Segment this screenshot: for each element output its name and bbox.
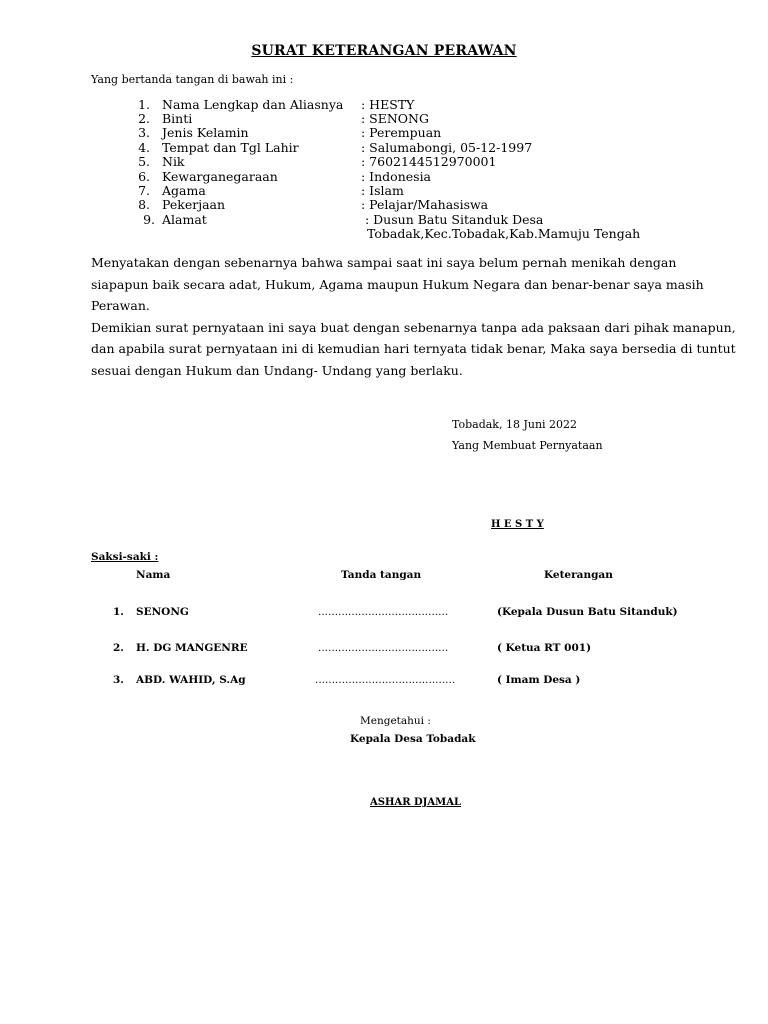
identity-row (0, 197, 768, 212)
identity-row (0, 183, 768, 198)
witness-col-name: Nama (136, 569, 171, 581)
statement-line: sesuai dengan Hukum dan Undang- Undang yang berlaku. (91, 362, 463, 378)
statement-body (91, 252, 751, 382)
identity-value: : Dusun Batu Sitanduk Desa (361, 212, 544, 227)
statement-line: dan apabila surat pernyataan ini di kemudian hari ternyata tidak benar, Maka saya bersedia di tuntut (91, 341, 736, 357)
identity-row-continuation (0, 226, 768, 241)
identity-label: Jenis Kelamin (162, 125, 249, 140)
witness-row (0, 642, 768, 656)
identity-value: : Islam (361, 183, 404, 198)
witness-row (0, 674, 768, 688)
witness-name: ABD. WAHID, S.Ag (136, 674, 246, 686)
witness-col-signature: Tanda tangan (341, 569, 422, 581)
identity-label: Nama Lengkap dan Aliasnya (162, 97, 344, 112)
identity-label: Alamat (162, 212, 207, 227)
identity-number: 3. (138, 125, 150, 140)
identity-value: : Pelajar/Mahasiswa (361, 197, 489, 212)
identity-label: Binti (162, 111, 193, 126)
identity-label: Agama (162, 183, 206, 198)
witness-col-note: Keterangan (544, 569, 613, 581)
maker-label: Yang Membuat Pernyataan (452, 439, 603, 452)
identity-number: 9. (143, 212, 155, 227)
identity-value: : 7602144512970001 (361, 154, 497, 169)
identity-number: 1. (138, 97, 150, 112)
witness-num: 1. (113, 606, 124, 618)
identity-label: Kewarganegaraan (162, 169, 278, 184)
witness-note: ( Ketua RT 001) (497, 642, 592, 654)
identity-number: 8. (138, 197, 150, 212)
identity-value: Tobadak,Kec.Tobadak,Kab.Mamuju Tengah (367, 226, 641, 241)
witness-header-row (0, 569, 768, 583)
witness-num: 3. (113, 674, 124, 686)
signature-line: .......................................... (315, 674, 456, 686)
place-date: Tobadak, 18 Juni 2022 (452, 418, 578, 431)
statement-line: Demikian surat pernyataan ini saya buat dengan sebenarnya tanpa ada paksaan dari pihak manapun, (91, 319, 736, 335)
document-title: SURAT KETERANGAN PERAWAN (251, 43, 517, 59)
identity-label: Pekerjaan (162, 197, 226, 212)
identity-value: : Perempuan (361, 125, 442, 140)
witness-name: SENONG (136, 606, 189, 618)
identity-number: 7. (138, 183, 150, 198)
identity-row (0, 212, 768, 227)
statement-line: siapapun baik secara adat, Hukum, Agama maupun Hukum Negara dan benar-benar saya masih (91, 276, 704, 292)
identity-row (0, 97, 768, 112)
witness-heading: Saksi-saki : (91, 551, 159, 563)
witness-note: (Kepala Dusun Batu Sitanduk) (497, 606, 678, 618)
identity-row (0, 140, 768, 155)
witness-name: H. DG MANGENRE (136, 642, 248, 654)
village-head-name: ASHAR DJAMAL (370, 797, 462, 808)
witness-note: ( Imam Desa ) (497, 674, 581, 686)
identity-number: 6. (138, 169, 150, 184)
identity-label: Nik (162, 154, 185, 169)
intro-text: Yang bertanda tangan di bawah ini : (91, 73, 294, 86)
identity-number: 2. (138, 111, 150, 126)
identity-value: : SENONG (361, 111, 429, 126)
identity-number: 5. (138, 154, 150, 169)
identity-row (0, 111, 768, 126)
acknowledged-label: Mengetahui : (360, 715, 431, 727)
identity-row (0, 125, 768, 140)
statement-line: Perawan. (91, 298, 150, 314)
identity-number: 4. (138, 140, 150, 155)
identity-value: : Salumabongi, 05-12-1997 (361, 140, 533, 155)
identity-row (0, 169, 768, 184)
witness-num: 2. (113, 642, 124, 654)
maker-name: H E S T Y (491, 519, 544, 530)
identity-value: : HESTY (361, 97, 415, 112)
identity-label: Tempat dan Tgl Lahir (162, 140, 299, 155)
witness-row (0, 606, 768, 620)
signature-line: ....................................... (318, 606, 449, 618)
village-head-title: Kepala Desa Tobadak (350, 733, 476, 745)
signature-line: ....................................... (318, 642, 449, 654)
statement-line: Menyatakan dengan sebenarnya bahwa sampai saat ini saya belum pernah menikah dengan (91, 255, 677, 270)
identity-value: : Indonesia (361, 169, 432, 184)
identity-row (0, 154, 768, 169)
